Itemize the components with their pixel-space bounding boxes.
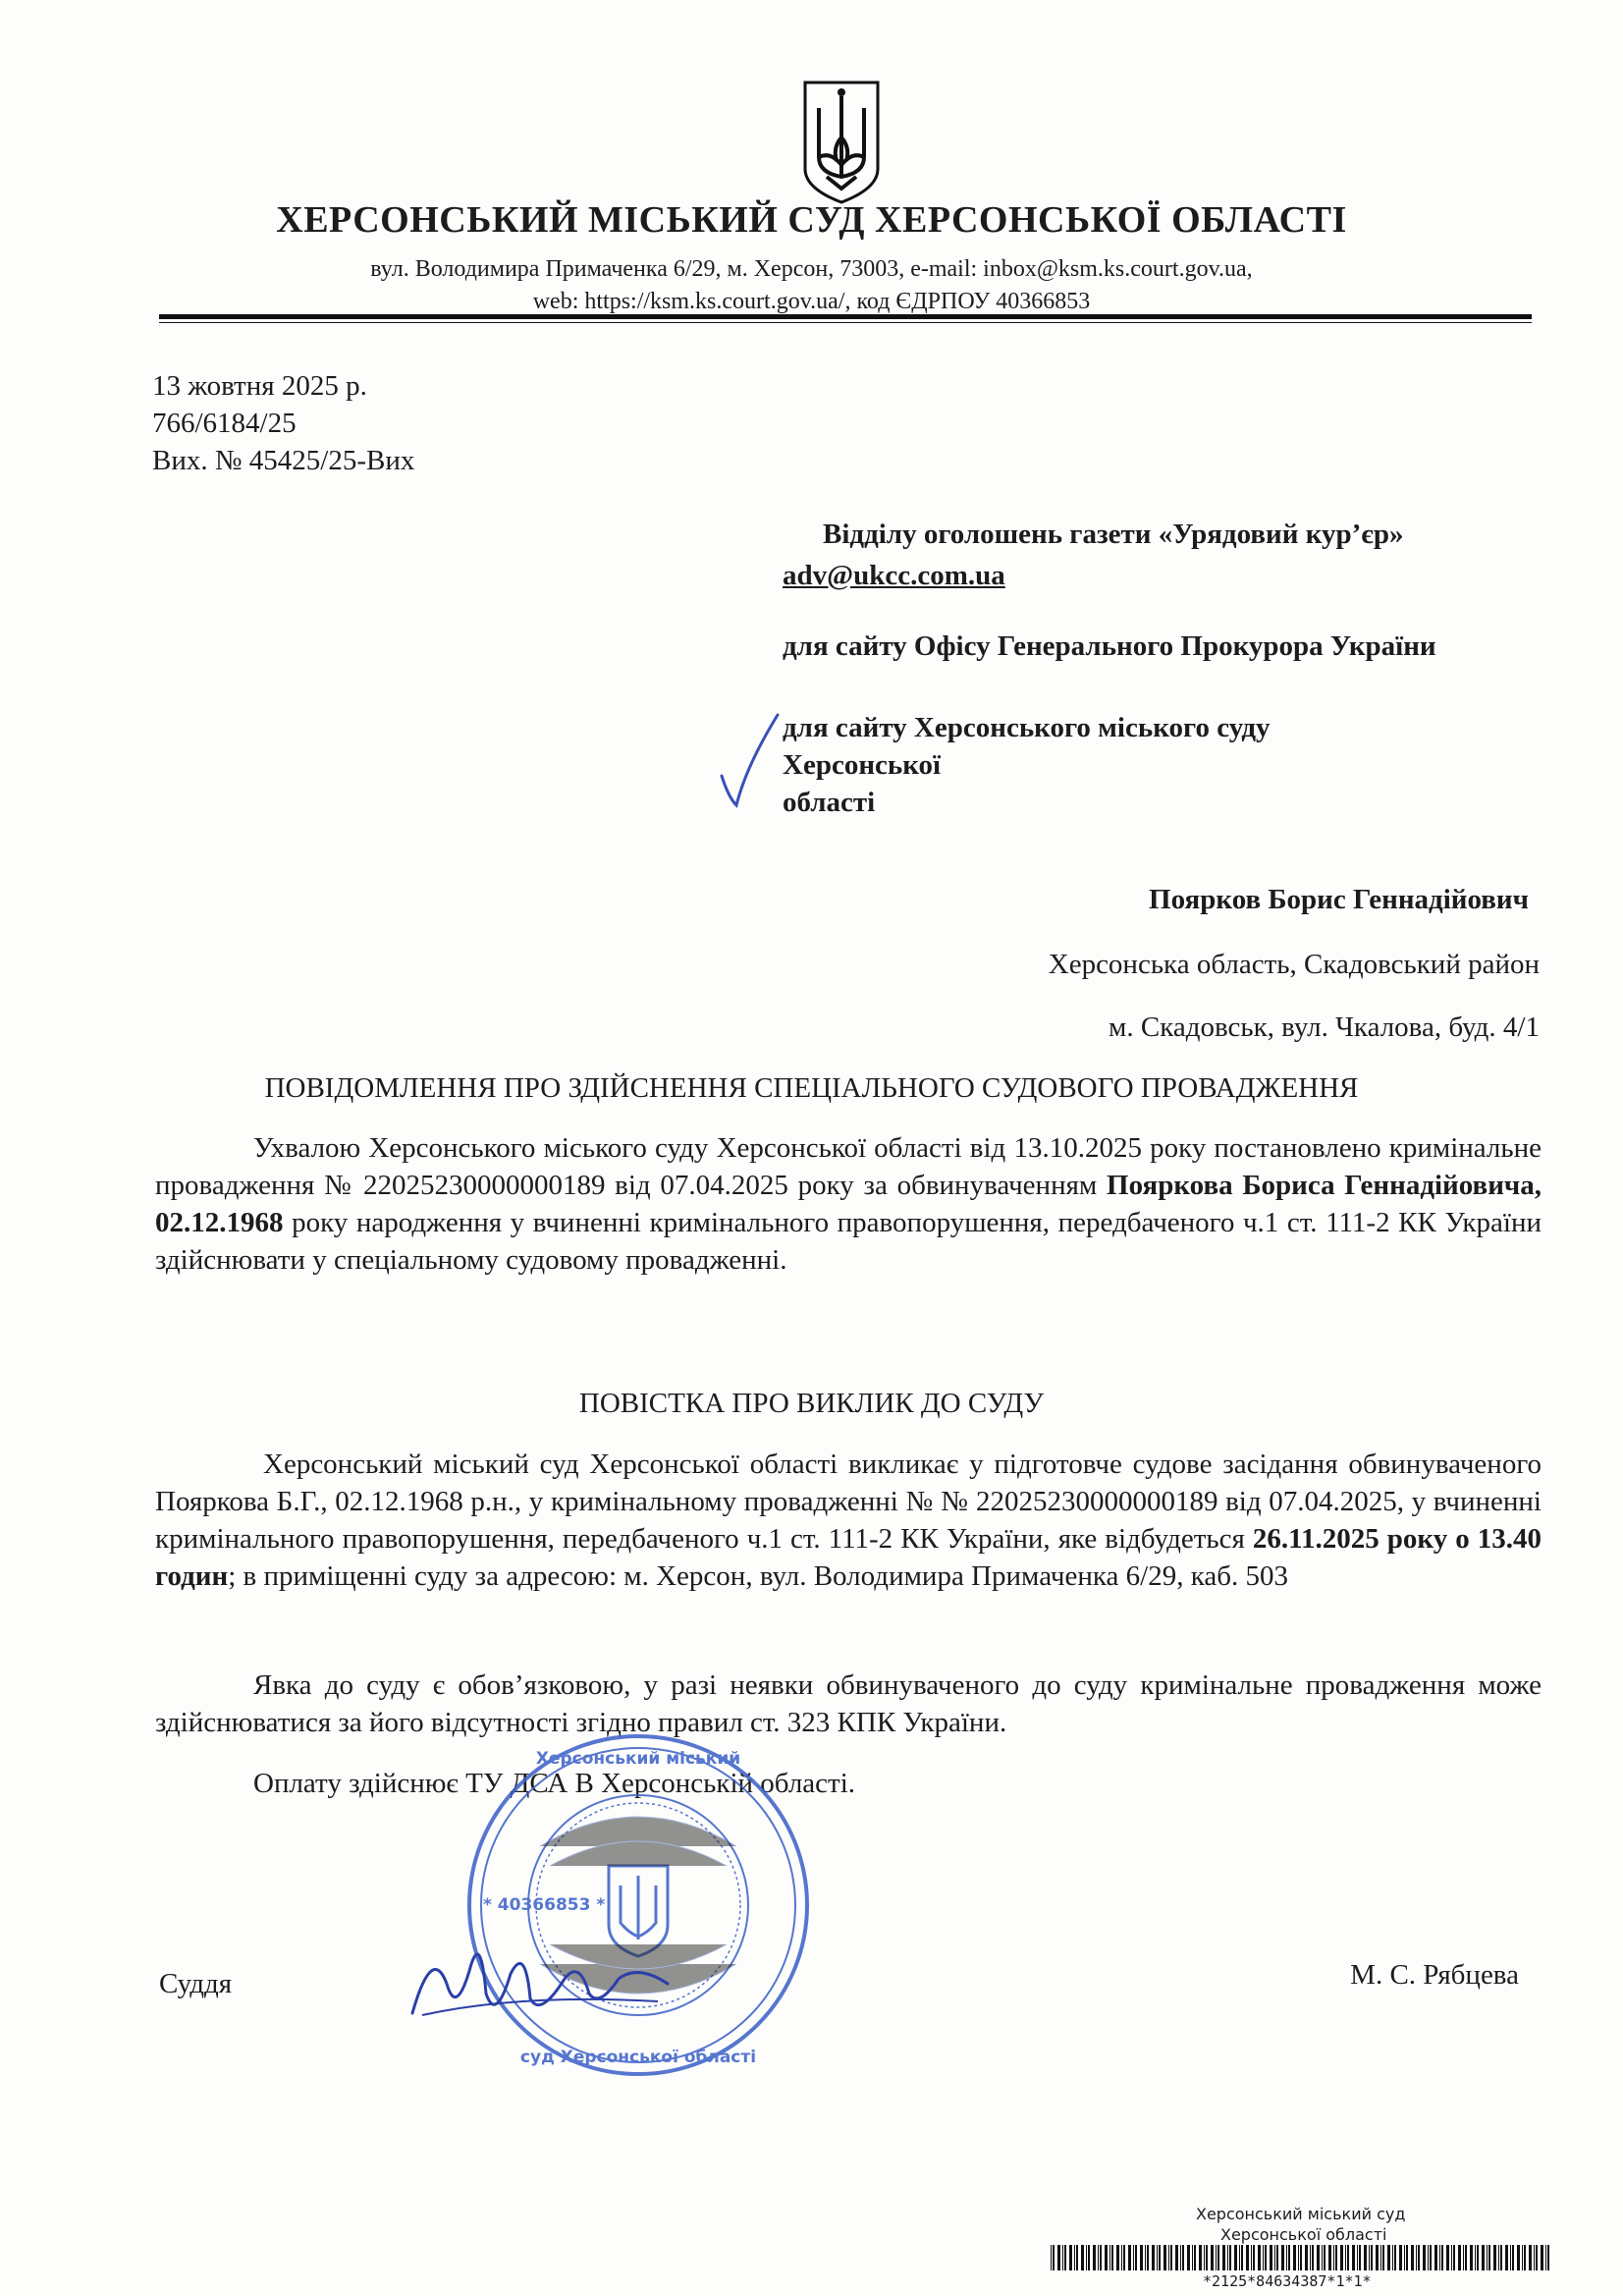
barcode-bar: [1140, 2245, 1143, 2270]
barcode-bar: [1229, 2245, 1231, 2270]
barcode-bar: [1206, 2245, 1208, 2270]
barcode-bar: [1121, 2245, 1122, 2270]
barcode-bar: [1163, 2245, 1166, 2270]
document-meta: [152, 367, 414, 479]
barcode-bar: [1298, 2245, 1299, 2270]
court-address-line1: вул. Володимира Примаченка 6/29, м. Херсон, 73003, e-mail: inbox@ksm.ks.court.gov.ua,: [370, 256, 1253, 282]
case-number: 766/6184/25: [152, 408, 297, 439]
barcode-bar: [1187, 2245, 1190, 2270]
barcode-bar: [1488, 2245, 1490, 2270]
barcode-bar: [1263, 2245, 1264, 2270]
notice-paragraph: [155, 1129, 1542, 1279]
barcode-bar: [1157, 2245, 1158, 2270]
barcode-bar: [1423, 2245, 1426, 2270]
addressee-email-link[interactable]: adv@ukcc.com.ua: [783, 560, 1005, 591]
barcode-bar: [1399, 2245, 1402, 2270]
barcode-bar: [1510, 2245, 1511, 2270]
barcode-bar: [1493, 2245, 1496, 2270]
barcode-bar: [1418, 2245, 1420, 2270]
barcode-bar: [1453, 2245, 1455, 2270]
notice-heading: ПОВІДОМЛЕННЯ ПРО ЗДІЙСНЕННЯ СПЕЦІАЛЬНОГО СУДОВОГО ПРОВАДЖЕННЯ: [264, 1072, 1359, 1104]
court-name: ХЕРСОНСЬКИЙ МІСЬКИЙ СУД ХЕРСОНСЬКОЇ ОБЛАСТІ: [276, 199, 1347, 241]
addressee-newspaper: Відділу оголошень газети «Урядовий кур’єр»: [823, 519, 1404, 550]
svg-text:суд Херсонської області: суд Херсонської області: [519, 2048, 757, 2067]
barcode-number: *2125*84634387*1*1*: [1203, 2272, 1372, 2290]
barcode-bar: [1123, 2245, 1125, 2270]
barcode-bar: [1100, 2245, 1102, 2270]
barcode-bar: [1182, 2245, 1184, 2270]
barcode-bar: [1340, 2245, 1343, 2270]
summons-text-a: Херсонський міський суд Херсонської області викликає у підготовче судове засідання обвинуваченого Пояркова Б.Г., 02.12.1968 р.н., у кримінальному провадженні № № 22025230000000189 від 07.04.2025, у вчиненні кримінального правопорушення, передбаченого ч.1 ст. 111-2 КК України, яке відбудеться: [155, 1449, 1542, 1555]
barcode-bar: [1463, 2245, 1464, 2270]
barcode-bar: [1204, 2245, 1205, 2270]
barcode-bar: [1482, 2245, 1485, 2270]
barcode-bar: [1128, 2245, 1131, 2270]
document-date: 13 жовтня 2025 р.: [152, 370, 367, 402]
summons-hearing-datetime: 26.11.2025 року о 13.40 годин: [155, 1523, 1542, 1592]
barcode-bar: [1517, 2245, 1520, 2270]
barcode-bar: [1310, 2245, 1311, 2270]
barcode-bar: [1057, 2245, 1060, 2270]
barcode-bar: [1541, 2245, 1543, 2270]
barcode-bar: [1305, 2245, 1308, 2270]
barcode-bar: [1345, 2245, 1346, 2270]
barcode-bar: [1371, 2245, 1373, 2270]
barcode-bar: [1276, 2245, 1278, 2270]
payment-paragraph: Оплату здійснює ТУ ДСА В Херсонській області.: [253, 1768, 856, 1799]
trident-emblem-icon: [797, 79, 886, 206]
barcode-bar: [1293, 2245, 1296, 2270]
barcode-bar: [1451, 2245, 1452, 2270]
barcode-bar: [1274, 2245, 1275, 2270]
barcode-bar: [1109, 2245, 1110, 2270]
barcode-bar: [1064, 2245, 1066, 2270]
barcode-bar: [1222, 2245, 1225, 2270]
addressee-court-line-b: Херсонської: [783, 749, 942, 781]
barcode-bar: [1376, 2245, 1379, 2270]
barcode-bar: [1217, 2245, 1219, 2270]
barcode-bar: [1135, 2245, 1137, 2270]
svg-text:* 40366853 *: * 40366853 *: [483, 1895, 606, 1915]
barcode-bar: [1062, 2245, 1063, 2270]
notice-text-a: Ухвалою Херсонського міського суду Херсонської області від 13.10.2025 року постановлено кримінальне провадження № 22025230000000189 від 07.04.2025 року за обвинуваченням: [155, 1132, 1542, 1201]
barcode-bar: [1133, 2245, 1134, 2270]
barcode-bar: [1328, 2245, 1331, 2270]
barcode-bar: [1098, 2245, 1099, 2270]
barcode-bar: [1547, 2245, 1549, 2270]
notice-text-b: року народження у вчиненні кримінального правопорушення, передбаченого ч.1 ст. 111-2 КК України здійснювати у спеціальному судовому провадженні.: [155, 1207, 1542, 1276]
barcode-bar: [1512, 2245, 1514, 2270]
barcode-bar: [1498, 2245, 1499, 2270]
barcode-bar: [1404, 2245, 1405, 2270]
barcode-bar: [1500, 2245, 1502, 2270]
barcode-bar: [1053, 2245, 1055, 2270]
barcode-bar: [1333, 2245, 1334, 2270]
attendance-paragraph: Явка до суду є обов’язковою, у разі неявки обвинуваченого до суду кримінальне провадження може здійснюватися за його відсутності згідно правил ст. 323 КПК України.: [155, 1669, 1542, 1738]
barcode-bar: [1392, 2245, 1393, 2270]
barcode-bar: [1505, 2245, 1508, 2270]
barcode-bar: [1258, 2245, 1261, 2270]
barcode-bar: [1312, 2245, 1314, 2270]
barcode-bar: [1536, 2245, 1538, 2270]
recipient-name: Поярков Борис Геннадійович: [1149, 884, 1529, 915]
barcode-bar: [1458, 2245, 1461, 2270]
handwritten-checkmark-icon: [717, 707, 785, 815]
barcode-bar: [1364, 2245, 1367, 2270]
barcode-bar: [1216, 2245, 1217, 2270]
svg-text:Херсонський міський: Херсонський міський: [535, 1749, 741, 1769]
barcode-bar: [1446, 2245, 1449, 2270]
barcode-bar: [1265, 2245, 1267, 2270]
registration-region: Херсонської області: [1220, 2225, 1387, 2244]
barcode-bar: [1111, 2245, 1113, 2270]
registration-court: Херсонський міський суд: [1196, 2205, 1406, 2223]
barcode-bar: [1352, 2245, 1355, 2270]
barcode-bar: [1406, 2245, 1408, 2270]
barcode-bar: [1180, 2245, 1181, 2270]
barcode-bar: [1428, 2245, 1429, 2270]
barcode-bar: [1168, 2245, 1169, 2270]
barcode-bar: [1387, 2245, 1390, 2270]
barcode-bar: [1152, 2245, 1155, 2270]
barcode-bar: [1439, 2245, 1440, 2270]
barcode-bar: [1116, 2245, 1119, 2270]
barcode-bar: [1411, 2245, 1414, 2270]
barcode-bar: [1234, 2245, 1237, 2270]
barcode-bar: [1324, 2245, 1325, 2270]
barcode-bar: [1394, 2245, 1396, 2270]
barcode-bar: [1430, 2245, 1432, 2270]
barcode-bar: [1246, 2245, 1249, 2270]
barcode-bar: [1069, 2245, 1072, 2270]
barcode-bar: [1270, 2245, 1272, 2270]
barcode-bar: [1253, 2245, 1255, 2270]
summons-text-b: ; в приміщенні суду за адресою: м. Херсон, вул. Володимира Примаченка 6/29, каб. 503: [228, 1560, 1288, 1592]
barcode-bar: [1239, 2245, 1240, 2270]
addressee-court-line-c: області: [783, 787, 876, 818]
barcode-bar: [1251, 2245, 1252, 2270]
addressee-court-site: [783, 709, 1271, 821]
summons-heading: ПОВІСТКА ПРО ВИКЛИК ДО СУДУ: [578, 1388, 1045, 1419]
barcode-bar: [1192, 2245, 1193, 2270]
barcode-bar: [1199, 2245, 1202, 2270]
barcode-bar: [1227, 2245, 1228, 2270]
addressee-prosecutor: для сайту Офісу Генерального Прокурора України: [783, 630, 1436, 662]
barcode-bar: [1359, 2245, 1361, 2270]
barcode-bar: [1076, 2245, 1078, 2270]
header-divider: [159, 314, 1532, 319]
summons-paragraph: [155, 1446, 1542, 1595]
barcode-bar: [1105, 2245, 1108, 2270]
barcode-bar: [1322, 2245, 1323, 2270]
barcode-bar: [1145, 2245, 1146, 2270]
barcode-bar: [1051, 2245, 1052, 2270]
barcode-bar: [1281, 2245, 1284, 2270]
barcode-bar: [1347, 2245, 1349, 2270]
barcode-bar: [1241, 2245, 1243, 2270]
recipient-region: Херсонська область, Скадовський район: [1048, 949, 1540, 980]
barcode-bar: [1288, 2245, 1290, 2270]
barcode-bar: [1522, 2245, 1523, 2270]
barcode-bar: [1470, 2245, 1473, 2270]
barcode-bar: [1194, 2245, 1196, 2270]
judge-name: М. С. Рябцева: [1350, 1959, 1519, 1991]
barcode-bar: [1159, 2245, 1161, 2270]
barcode-bar: [1416, 2245, 1417, 2270]
barcode-bar: [1465, 2245, 1467, 2270]
barcode-bar: [1524, 2245, 1526, 2270]
barcode-bar: [1317, 2245, 1320, 2270]
barcode-bar: [1380, 2245, 1381, 2270]
barcode-bar: [1529, 2245, 1532, 2270]
barcode-bar: [1300, 2245, 1302, 2270]
judge-title: Суддя: [159, 1968, 233, 1999]
header-divider-thin: [159, 322, 1532, 323]
barcode-bar: [1382, 2245, 1384, 2270]
addressee-court-line-a: для сайту Херсонського міського суду: [783, 712, 1271, 743]
barcode-bar: [1074, 2245, 1075, 2270]
barcode-bar: [1093, 2245, 1096, 2270]
barcode-bar: [1441, 2245, 1443, 2270]
barcode-bar: [1487, 2245, 1488, 2270]
barcode-bar: [1170, 2245, 1172, 2270]
barcode-bar: [1211, 2245, 1214, 2270]
barcode-bar: [1081, 2245, 1084, 2270]
recipient-street: м. Скадовськ, вул. Чкалова, буд. 4/1: [1109, 1011, 1540, 1043]
barcode-bar: [1475, 2245, 1476, 2270]
barcode-bar: [1545, 2245, 1546, 2270]
court-address: [0, 253, 1623, 318]
barcode-bar: [1534, 2245, 1535, 2270]
barcode-bar: [1335, 2245, 1337, 2270]
barcode-bar: [1477, 2245, 1479, 2270]
outgoing-number: Вих. № 45425/25-Вих: [152, 445, 415, 476]
barcode-bar: [1175, 2245, 1178, 2270]
barcode-bar: [1147, 2245, 1149, 2270]
barcode-bar: [1286, 2245, 1287, 2270]
notice-accused-name: Пояркова Бориса Геннадійовича, 02.12.1968: [155, 1170, 1542, 1238]
court-address-line2: web: https://ksm.ks.court.gov.ua/, код ЄДРПОУ 40366853: [532, 289, 1091, 314]
barcode-bar: [1434, 2245, 1437, 2270]
barcode-bar: [1369, 2245, 1370, 2270]
judge-signature: [403, 1925, 677, 2033]
barcode-bar: [1357, 2245, 1358, 2270]
barcode-bar: [1086, 2245, 1087, 2270]
barcode-bar: [1088, 2245, 1090, 2270]
registration-barcode: [1051, 2245, 1551, 2270]
